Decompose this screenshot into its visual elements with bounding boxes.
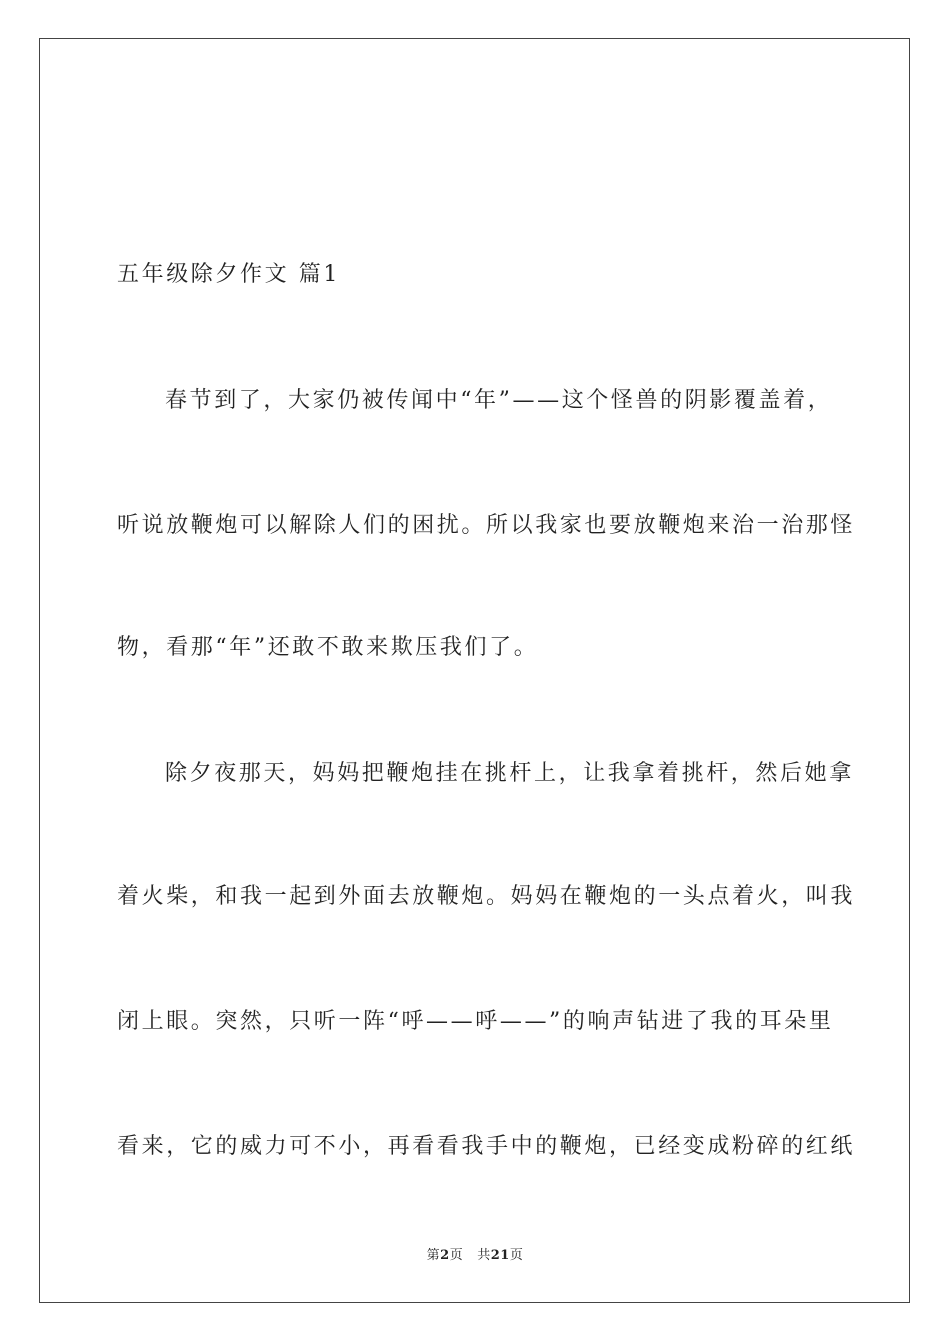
page-border <box>39 38 910 1303</box>
paragraph-line: 着火柴，和我一起到外面去放鞭炮。妈妈在鞭炮的一头点着火，叫我 <box>117 884 856 909</box>
page-prefix: 第 <box>426 1248 441 1263</box>
page-total: 21 <box>490 1248 510 1263</box>
page-number: 2 <box>440 1248 450 1263</box>
page-footer <box>0 1247 950 1265</box>
paragraph-line: 物，看那“年”还敢不敢来欺压我们了。 <box>117 635 539 660</box>
page-suffix: 页 <box>449 1248 464 1263</box>
paragraph-line: 除夕夜那天，妈妈把鞭炮挂在挑杆上，让我拿着挑杆，然后她拿 <box>165 761 854 786</box>
paragraph-line: 看来，它的威力可不小，再看看我手中的鞭炮，已经变成粉碎的红纸 <box>117 1134 856 1159</box>
paragraph-line: 春节到了，大家仍被传闻中“年”——这个怪兽的阴影覆盖着， <box>165 388 833 413</box>
essay-heading: 五年级除夕作文 篇1 <box>117 262 340 287</box>
paragraph-line: 听说放鞭炮可以解除人们的困扰。所以我家也要放鞭炮来治一治那怪 <box>117 513 856 538</box>
paragraph-line: 闭上眼。突然，只听一阵“呼——呼——”的响声钻进了我的耳朵里 <box>117 1009 834 1034</box>
total-prefix: 共 <box>477 1248 491 1263</box>
total-suffix: 页 <box>509 1248 524 1263</box>
